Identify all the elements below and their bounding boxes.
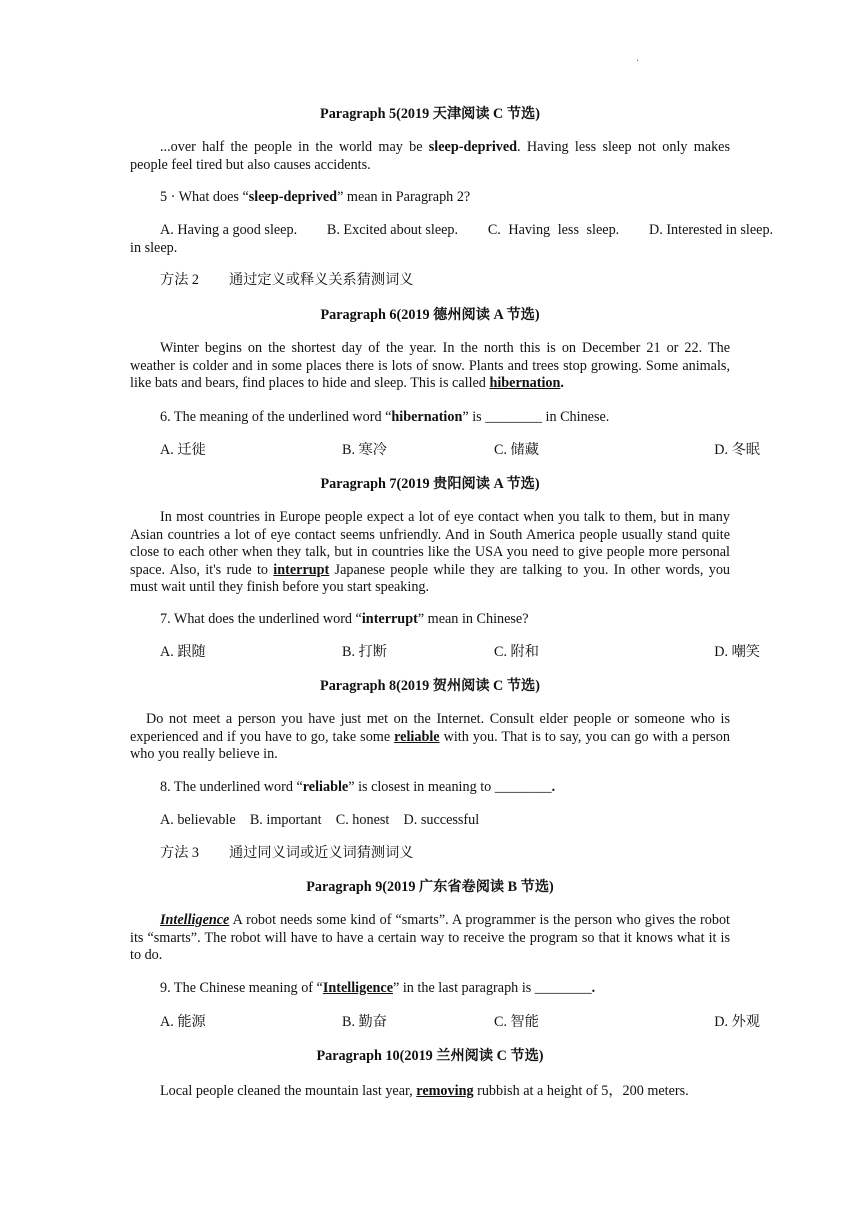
question-6-options (130, 442, 760, 460)
question-6: 6. The meaning of the underlined word “hibernation” is ________ in Chinese. (160, 409, 610, 425)
question-5-options (130, 222, 774, 257)
paragraph-8-text: Do not meet a person you have just met on the Internet. Consult elder people or someone who is experienced and if you have to go, take some reliable with you. That is to say, you can go with a person who you really believe in. (130, 711, 730, 763)
underlined-word: interrupt (273, 561, 330, 578)
method-2: 方法 2 通过定义或释义关系猜测词义 (160, 272, 414, 288)
option-d: D. 冬眠 (714, 442, 760, 458)
option-c: C. 智能 (494, 1014, 539, 1030)
option-d-wrap: in sleep. (130, 239, 178, 256)
header-mark: · (636, 56, 640, 67)
question-9: 9. The Chinese meaning of “Intelligence” in the last paragraph is ________. (160, 980, 596, 996)
question-7-options (130, 644, 760, 662)
paragraph-9-text: Intelligence A robot needs some kind of “smarts”. A programmer is the person who gives the robot its “smarts”. The robot will have to have a certain way to receive the program so that it knows what it is to do. (130, 912, 730, 964)
option-a: A. 迁徙 (160, 442, 206, 458)
option-b: B. 打断 (342, 644, 387, 660)
option-d: D. Interested in sleep. (648, 222, 774, 238)
option-a: A. 能源 (160, 1014, 206, 1030)
underlined-word: Intelligence (160, 912, 230, 928)
option-a: A. 跟随 (160, 644, 206, 660)
question-8-options: A. believable B. important C. honest D. successful (160, 812, 480, 828)
option-a: A. Having a good sleep. (160, 222, 298, 238)
paragraph-5-text: ...over half the people in the world may be sleep-deprived. Having less sleep not only makes people feel tired but also causes accidents. (130, 139, 731, 173)
question-5: 5 · What does “sleep-deprived” mean in Paragraph 2? (160, 189, 471, 205)
option-b: B. Excited about sleep. (326, 222, 459, 238)
paragraph-7-text: In most countries in Europe people expect a lot of eye contact when you talk to them, but in many Asian countries a lot of eye contact seems unfriendly. And in South America people usually stand quite close to each other when they talk, but in countries like the USA you need to give people more personal space. Also, it's rude to interrupt Japanese people while they are talking to you. In other words, you must wait until they finish before you start speaking. (130, 509, 731, 596)
paragraph-9-title: Paragraph 9(2019 广东省卷阅读 B 节选) (306, 879, 554, 895)
option-d: D. 嘲笑 (714, 644, 760, 660)
underlined-word: hibernation (489, 375, 561, 392)
option-c: C. 附和 (494, 644, 539, 660)
paragraph-6-text: Winter begins on the shortest day of the year. In the north this is on December 21 or 22. The weather is colder and in some places there is lots of snow. Plants and trees stop growing. Some animals, like bats and bears, find places to hide and sleep. This is called hibernation. (130, 340, 730, 392)
paragraph-10-text: Local people cleaned the mountain last year, removing rubbish at a height of 5，200 meters. (160, 1083, 689, 1099)
underlined-word: removing (416, 1083, 474, 1099)
paragraph-10-title: Paragraph 10(2019 兰州阅读 C 节选) (316, 1048, 544, 1064)
option-d: D. 外观 (714, 1014, 760, 1030)
underlined-word: reliable (394, 728, 440, 745)
option-b: B. 勤奋 (342, 1014, 387, 1030)
option-c: C. Having less sleep. (487, 222, 620, 238)
question-8: 8. The underlined word “reliable” is closest in meaning to ________. (160, 779, 556, 795)
paragraph-6-title: Paragraph 6(2019 德州阅读 A 节选) (320, 307, 540, 323)
question-7: 7. What does the underlined word “interrupt” mean in Chinese? (160, 611, 529, 627)
paragraph-7-title: Paragraph 7(2019 贵阳阅读 A 节选) (320, 476, 540, 492)
option-b: B. 寒冷 (342, 442, 387, 458)
method-3: 方法 3 通过同义词或近义词猜测词义 (160, 845, 414, 861)
question-9-options (130, 1014, 760, 1032)
option-c: C. 储藏 (494, 442, 539, 458)
paragraph-8-title: Paragraph 8(2019 贺州阅读 C 节选) (320, 678, 540, 694)
keyword: sleep-deprived (428, 139, 518, 155)
paragraph-5-title: Paragraph 5(2019 天津阅读 C 节选) (320, 106, 540, 122)
